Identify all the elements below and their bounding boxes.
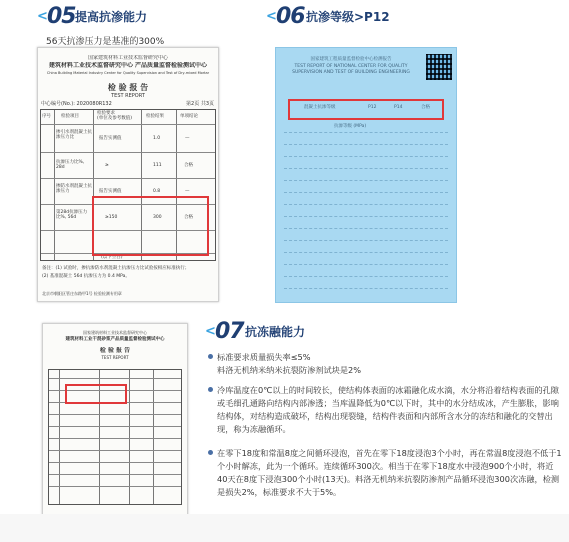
bullet-dot-icon [208,387,213,392]
doc1-col-header: 单项结论 [180,114,198,119]
doc1-col-header: 检验项目 [61,114,79,119]
qr-code-icon [426,54,452,80]
test-report-document-3 [42,323,188,525]
section-title-05: 提高抗渗能力 [75,10,148,24]
table-row: 合格 [184,215,193,220]
highlight-box [92,196,209,256]
bottom-band [0,514,569,542]
section-title-07: 抗冻融能力 [245,325,306,339]
section-title-06: 抗渗等级>P12 [306,10,390,24]
list-item [208,351,563,377]
table-row: 合格 [184,163,193,168]
doc1-header-line3: China Building Material Industry Center for Quality Supervision and Test of Dry-mixed Mortar [46,71,210,75]
doc2-header-line2: TEST REPORT OF NATIONAL CENTER FOR QUALITY [294,64,408,69]
section-caption-05: 56天抗渗压力是基准的300% [46,37,165,47]
doc3-header-line2: 建筑材料工业干混砂浆产品质量监督检验测试中心 [65,337,165,342]
section-number-06: 06 [276,4,305,29]
doc1-report-no: 中心编号(No.): 2020080R132 [41,101,112,107]
doc1-footer: 北京市朝阳区管庄东路甲1号 检验检测专用章 [42,291,122,296]
test-report-document-1 [37,47,219,302]
table-row: — [185,189,190,194]
bullet-dot-icon [208,450,213,455]
test-report-document-2 [275,47,457,303]
doc1-subtitle: TEST REPORT [111,93,145,99]
doc2-row-req: P12 [368,105,377,110]
doc1-title: 检 验 报 告 [107,83,149,92]
doc3-header-line1: 国家建筑材料工业技术监督研究中心 [83,330,147,335]
doc2-label: 抗渗等级 (MPa) [334,124,367,129]
table-row: 报告实测值 [99,136,122,141]
doc3-subtitle: TEST REPORT [101,355,129,360]
bullet-text: 标准要求质量损失率≤5% 料洛无机纳米纳米抗裂防渗剂试块是2% [217,352,361,375]
section-number-05: 05 [47,4,76,29]
table-row: 报告实测值 [99,189,122,194]
doc1-col-header: 序号 [42,114,51,119]
doc1-blank-note: (以下空白) [101,255,123,260]
bullet-text: 在零下18度和常温8度之间循环浸泡，首先在零下18度浸泡3个小时，再在常温8度浸泡不低于1个小时解冻，此为一个循环。连续循环300次。相当于在零下18度水中浸泡900个小时，将近40天在8度下浸泡300个小时(13天)。料洛无机纳米抗裂防渗剂产品循环浸泡300次冻融，检测是损失2%，标准要求不大于5%。 [217,448,562,497]
bullet-text: 冷库温度在0℃以上的时间较长，使结构体表面的冰霜融化成水滴，水分将沿着结构表面的孔隙或毛细孔通路向结构内部渗透；当库温降低为0℃以下时，其中的水分结成冰，产生膨胀，影响结构体，对结构造成破坏，结构出现裂缝，结构件表面和内部所含水分的冻结和融化的交替出现，称为冻融循环。 [217,385,559,434]
doc1-col-header: 检验要求 (单位及参考数值) [97,111,133,121]
doc1-page: 第2页 共3页 [186,101,214,107]
doc2-header-line3: SUPERVISION AND TEST OF BUILDING ENGINEERING [292,70,410,75]
table-row: 掺引水剂混凝土抗渗压力比 [56,130,92,140]
table-row: ≥ [105,163,109,168]
table-row: 111 [153,163,162,168]
doc2-header-line1: 国家建筑工程质量监督检验中心检测报告 [310,57,392,62]
doc1-note2: (2) 基准混凝土 56d 抗渗压力为 0.4 MPa。 [42,274,130,279]
table-row: 0.8 [153,189,161,194]
doc3-title: 检 验 报 告 [99,347,131,354]
doc2-row-item: 混凝土抗渗等级 [304,105,336,110]
list-item [208,384,563,436]
doc1-header-line2: 建筑材料工业技术监督研究中心 产品质量监督检验测试中心 [48,62,208,69]
table-row: — [185,136,190,141]
doc1-header-line1: 国家建筑材料工业技术监督研究中心 [87,55,168,61]
chevron-left-icon: < [266,9,277,24]
table-row: 第28d抗渗压力比%, 56d [56,210,88,220]
table-row: 掺防水剂混凝土抗渗压力 [56,184,92,194]
table-row: 1.0 [153,136,161,141]
table-row: 抗渗压力比%, 28d [56,160,85,170]
table-row: 300 [153,215,162,220]
section-number-07: 07 [215,319,244,344]
table-row: ≥150 [105,215,118,220]
chevron-left-icon: < [37,9,48,24]
bullet-dot-icon [208,354,213,359]
highlight-box [65,384,127,404]
doc2-row-res: P14 [394,105,403,110]
list-item [208,447,563,499]
doc1-col-header: 检验结果 [146,114,164,119]
chevron-left-icon: < [205,324,216,339]
doc2-row-con: 合格 [421,105,430,110]
doc1-note1: 备注：(1) 试验时，掺抗渗防水剂混凝土抗渗压力比试验按相应标准执行； [42,266,190,271]
